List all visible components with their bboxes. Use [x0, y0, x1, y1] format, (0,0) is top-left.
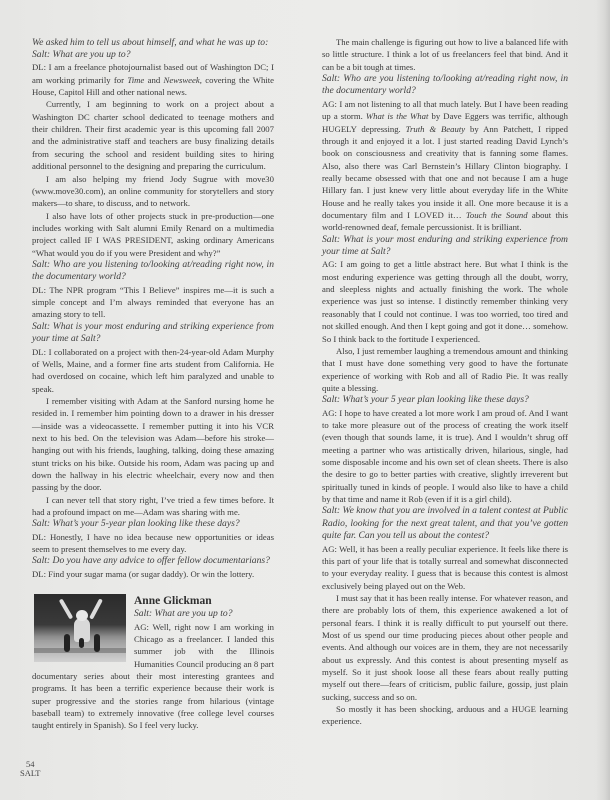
question: Salt: Who are you listening to/looking at/reading right now, in the documentary world? — [32, 258, 274, 283]
question: Salt: We know that you are involved in a talent contest at Public Radio, looking for the next great talent, and that you’ve gotten quite far. Can you tell us about the contest? — [322, 505, 569, 542]
right-column — [322, 36, 568, 728]
answer-paragraph: The main challenge is figuring out how to live a balanced life with so little structure. I think a lot of us freelancers feel that bind. And it can be a bit tough at times. — [322, 37, 568, 72]
intro-text: We asked him to tell us about himself, and what he was up to: — [32, 37, 269, 48]
answer-text: DL: I am a freelance photojournalist based out of Washington DC; I am working primarily for — [32, 62, 274, 85]
photo-arm-left — [59, 599, 73, 620]
question: Salt: What’s your 5 year plan looking like these days? — [322, 394, 529, 406]
magazine-title: Newsweek — [163, 74, 200, 85]
answer: DL: I collaborated on a project with then-24-year-old Adam Murphy of Wells, Maine, and a former fine arts student from California. He had overdosed on cocaine, which left him paralyzed and unable to speak. — [32, 346, 274, 394]
answer-paragraph: Also, I just remember laughing a tremendous amount and thinking that I must have done something very good to have the fortunate experience of working with Rob and all of Radio Pie. It was really quite a blessing. — [322, 345, 568, 393]
profile-anne-glickman — [32, 594, 274, 732]
answer-text: by Ann Patchett, I ripped through it and enjoyed it a lot. I just started reading David Lynch’s book on consciousness and creativity that is fanning some flames. Also, also there was Carl Bernstein’s Hillary Clinton biography. I really became obsessed with that one and not because I am a huge Hillary fan. I just knew very little about everyday life in the White House and he really takes you inside it all. One more because it is a documentary film and I LOVED it… — [322, 123, 568, 220]
photo-wheel — [94, 634, 100, 652]
answer-paragraph: I must say that it has been really intense. For whatever reason, and there are probably lots of them, this experience awakened a lot of personal fears. I think it is really difficult to put yourself out there. Most of us spend our time producing pieces about other people and events. And although our voices are in them, they are not necessarily about us expressly. And this contest is about presenting myself as myself. So it just shook loose all these fears about really putting myself out there—fears of criticism, public failure, gossip, just plain sucking, success and so on. — [322, 592, 568, 702]
film-title: Touch the Sound — [465, 209, 528, 220]
answer-text: , covering the White House, Capitol Hill and other national news. — [32, 74, 275, 98]
page-folio — [20, 760, 40, 778]
answer — [322, 98, 568, 234]
left-column — [32, 36, 274, 732]
answer — [32, 61, 274, 98]
answer-paragraph: I can never tell that story right, I’ve tried a few times before. It had a profound impact on me—Adam was sharing with me. — [32, 494, 274, 518]
question: Salt: What is your most enduring and striking experience from your time at Salt? — [32, 320, 274, 345]
answer-paragraph: I am also helping my friend Jody Sugrue with move30 (www.move30.com), an online community for storytellers and story makers—to share, to discuss, and to network. — [32, 173, 274, 209]
answer: AG: I hope to have created a lot more work I am proud of. And I want to take more pleasure out of the process of creating the work itself (even though that sounds lame, it is true). And I wouldn’t shrug off meeting a partner who was artistically driven, hilarious, single, had some disposable income and his own set of clean sheets. There is also the desire to go to better parties with creative, slightly irreverent but spiritually tuned in kinds of people. I would also like to have a child by that time and name it Rob (even if it is a girl child). — [322, 407, 568, 505]
book-title: What is the What — [365, 111, 429, 122]
book-title: Truth & Beauty — [405, 123, 466, 134]
photo-wheel — [79, 638, 84, 648]
question: Salt: Who are you listening to/looking at/reading right now, in the documentary world? — [322, 73, 568, 97]
answer: DL: Find your sugar mama (or sugar daddy). Or win the lottery. — [32, 568, 255, 579]
answer-text: and — [144, 74, 164, 85]
magazine-title: Time — [127, 74, 145, 85]
answer: DL: Honestly, I have no idea because new opportunities or ideas seem to present themselves to me every day. — [32, 531, 274, 555]
question: Salt: What are you up to? — [134, 608, 233, 620]
answer-paragraph: So mostly it has been shocking, arduous and a HUGE learning experience. — [322, 704, 568, 727]
profile-name: Anne Glickman — [134, 595, 212, 608]
photo-arm-right — [89, 599, 103, 620]
question: Salt: What are you up to? — [32, 49, 131, 60]
answer-text: AG: I am not listening to all that much lately. But I have been reading up a storm. — [322, 98, 568, 122]
answer-paragraph: I also have lots of other projects stuck in pre-production—one includes working with Salt alumni Emily Renard on a multimedia project called IF I WAS PRESIDENT, asking ordinary Americans “What would you do if you were President and why?” — [32, 210, 274, 258]
page-edge-shadow — [596, 0, 610, 800]
answer: AG: Well, right now I am working in Chicago as a freelancer. I landed this summer job with the Illinois Humanities Council producing an 8 part documentary series about their most interesting grantees and programs. It has been a terrific experience because their work is super progressive and the stories range from hilarious (vintage baseball team) to extremely innovative (free college level courses taught entirely in Spanish). So I feel very lucky. — [32, 621, 274, 731]
question: Salt: What’s your 5-year plan looking like these days? — [32, 518, 240, 530]
publication-name: SALT — [20, 768, 41, 778]
question: Salt: What is your most enduring and striking experience from your time at Salt? — [322, 233, 568, 258]
answer-paragraph: I remember visiting with Adam at the Sanford nursing home he resided in. I remember him pointing down to a drawer in his dresser—inside was a videocassette. I remember putting it into his VCR next to his bed. On the television was Adam—before his stroke—hanging out with his friends, laughing, talking, doing these amazing stunt tricks on his bike. Outside his room, Adam was pacing up and down the hallway in his electric wheelchair, every now and then passing by the door. — [32, 395, 274, 493]
question: Salt: Do you have any advice to offer fellow documentarians? — [32, 555, 270, 567]
answer: AG: Well, it has been a really peculiar experience. It feels like there is this part of your life that is totally surreal and somewhat disconnected to your everyday reality. I guess that is because this contest is almost exclusively being played out on the Web. — [322, 543, 568, 591]
answer-text: by Dave Eggers was terrific, although HUGELY depressing. — [322, 111, 568, 134]
page-number: 54 — [25, 759, 35, 769]
photo-wheel — [64, 634, 70, 652]
answer: AG: I am going to get a little abstract here. But what I think is the most enduring experience was getting through all the doubt, worry, and sleepless nights and actually finishing the work. The whole experience was just so intense. I distinctly remember thinking very reasonably that I could not continue. I was too worried, too tired and not skilled enough. And then I kept going and got it done… somehow. So I think back to the fortitude I experienced. — [322, 259, 568, 344]
answer: DL: The NPR program “This I Believe” inspires me—it is such a simple concept and I’m always reminded that everyone has an amazing story to tell. — [32, 284, 274, 320]
answer-text: about this world-renowned deaf, female percussionist. It is brilliant. — [322, 209, 568, 233]
profile-photo — [34, 594, 126, 662]
photo-shadow — [34, 648, 126, 653]
answer-paragraph: Currently, I am beginning to work on a project about a Washington DC charter school dedicated to teenage mothers and their children. Their first academic year is this upcoming fall 2007 and the administrative staff and teachers are busy finalizing details from securing the school and resident building sites to hiring additional personnel to the designing and preparing the curriculum. — [32, 99, 274, 172]
